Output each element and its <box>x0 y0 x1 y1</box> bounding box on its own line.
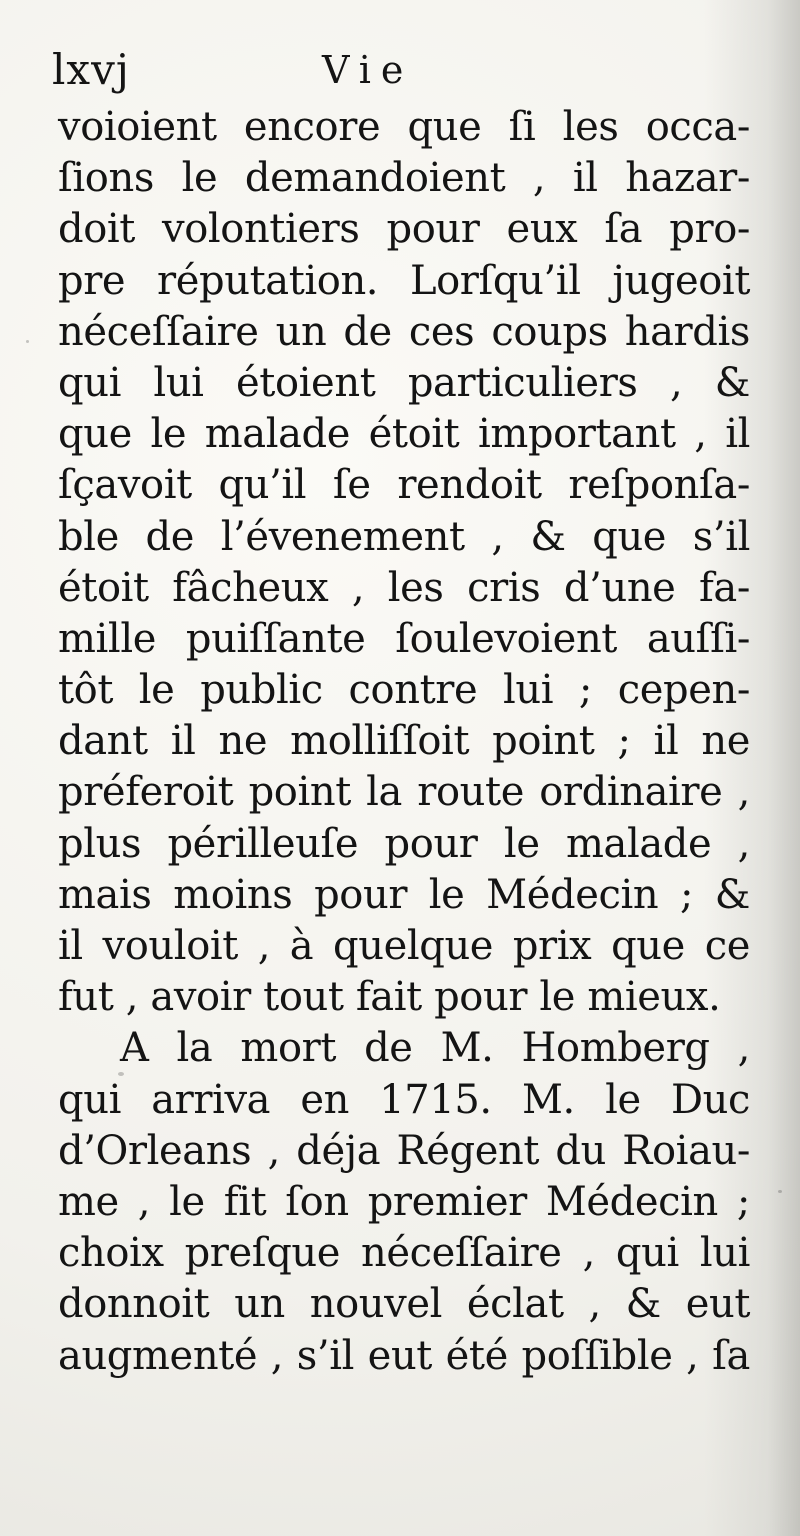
paragraph-end-line: fut , avoir tout fait pour le mieux. <box>58 974 721 1021</box>
text-line: il vouloit , à quelque prix que ce <box>58 923 750 969</box>
text-line: mille puiſſante ſoulevoient auſſi- <box>58 615 750 662</box>
text-line: choix preſque néceſſaire , qui lui <box>58 1230 750 1277</box>
text-line: étoit fâcheux , les cris d’une fa- <box>58 564 750 611</box>
text-line: augmenté , s’il eut été poſſible , ſa <box>58 1332 750 1379</box>
text-line: donnoit un nouvel éclat , & eut <box>58 1281 750 1328</box>
text-line: mais moins pour le Médecin ; & <box>58 871 750 918</box>
text-line: voioient encore que ſi les occa- <box>58 104 750 150</box>
page-number: lxvj <box>52 45 130 94</box>
paragraph-start-line: A la mort de M. Homberg , <box>120 1025 750 1072</box>
text-line: pre réputation. Lorſqu’il jugeoit <box>58 257 750 304</box>
text-line: ſçavoit qu’il ſe rendoit reſponſa- <box>58 462 750 509</box>
body-text <box>58 102 750 1382</box>
text-line: dant il ne molliſſoit point ; il ne <box>58 718 750 765</box>
running-head: Vie <box>322 48 414 92</box>
text-line: d’Orleans , déja Régent du Roiau- <box>58 1127 750 1174</box>
text-line: me , le fit ſon premier Médecin ; <box>58 1178 750 1225</box>
text-line: qui lui étoient particuliers , & <box>58 359 750 406</box>
ink-speck <box>118 1072 124 1076</box>
text-line: ſions le demandoient , il hazar- <box>58 155 750 202</box>
text-line: préferoit point la route ordinaire , <box>58 769 750 816</box>
text-line: néceſſaire un de ces coups hardis <box>58 308 750 355</box>
page-header <box>52 40 752 100</box>
text-line: que le malade étoit important , il <box>58 411 750 458</box>
text-line: qui arriva en 1715. M. le Duc <box>58 1076 750 1123</box>
text-line: plus périlleuſe pour le malade , <box>58 820 750 867</box>
text-line: ble de l’évenement , & que s’il <box>58 513 750 560</box>
text-line: tôt le public contre lui ; cepen- <box>58 667 750 714</box>
text-line: doit volontiers pour eux ſa pro- <box>58 206 750 253</box>
ink-speck <box>26 340 29 343</box>
ink-speck <box>778 1190 782 1193</box>
